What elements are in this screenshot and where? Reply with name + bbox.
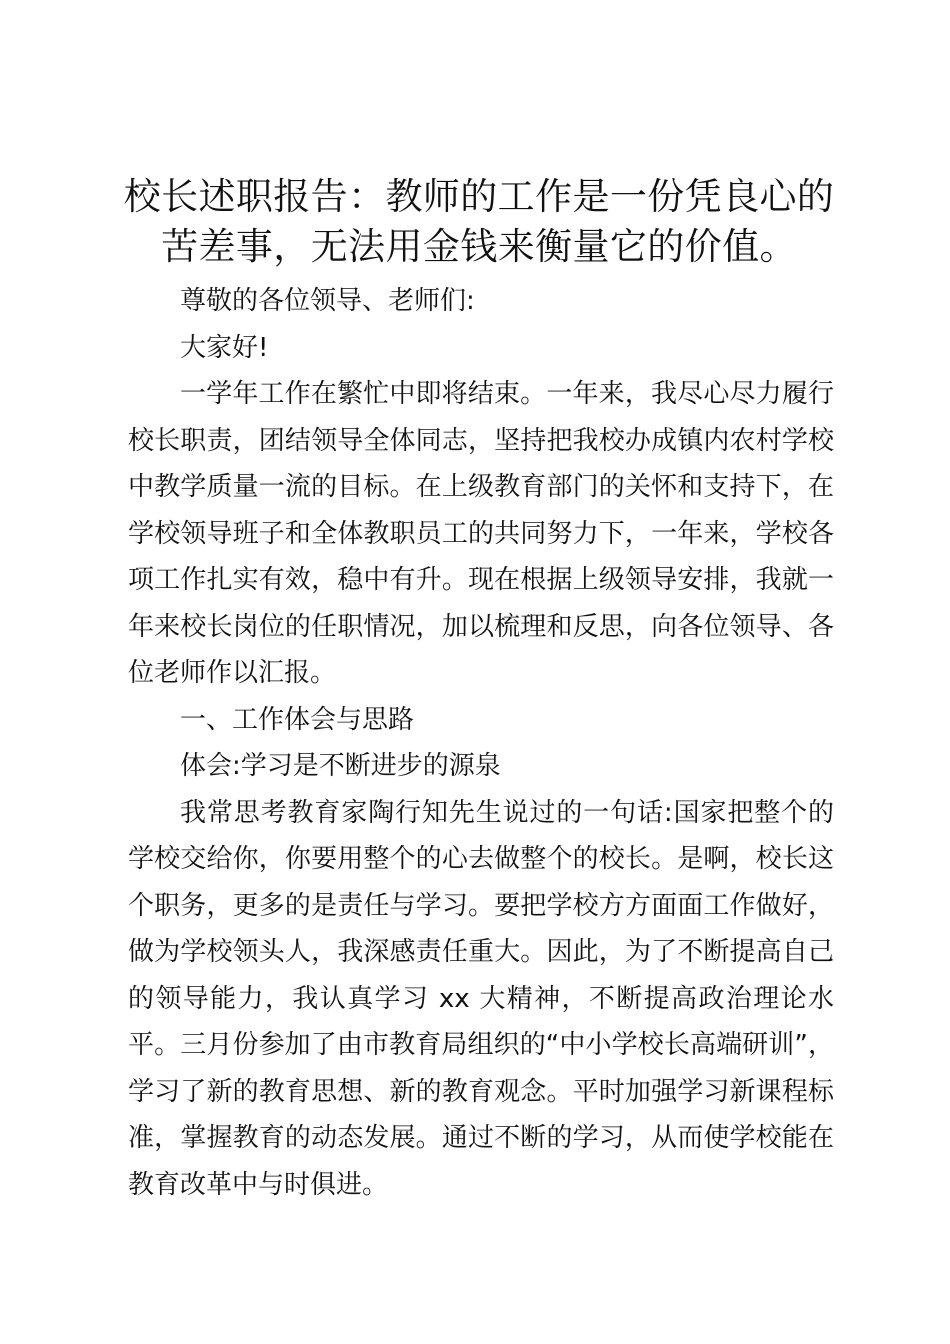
subsection-heading: 体会:学习是不断进步的源泉 bbox=[180, 751, 501, 781]
salutation: 尊敬的各位领导、老师们: bbox=[180, 286, 475, 316]
section-heading: 一、工作体会与思路 bbox=[180, 704, 415, 735]
document-title: 校长述职报告：教师的工作是一份凭良心的苦差事，无法用金钱来衡量它的价值。 bbox=[123, 175, 835, 268]
body-paragraph: 我常思考教育家陶行知先生说过的一句话:国家把整个的学校交给你，你要用整个的心去做整个的校长。是啊，校长这个职务，更多的是责任与学习。要把学校方方面面工作做好，做为学校领头人，我深感责任重大。因此，为了不断提高自己的领导能力，我认真学习 xx 大精神，不断提高政治理论水平。三月份参加了由市教育局组织的“中小学校长高端研训”，学习了新的教育思想、新的教育观念。平时加强学习新课程标准，掌握教育的动态发展。通过不断的学习，从而使学校能在教育改革中与时俱进。 bbox=[128, 797, 834, 1200]
greeting: 大家好! bbox=[180, 332, 269, 363]
intro-paragraph: 一学年工作在繁忙中即将结束。一年来，我尽心尽力履行校长职责，团结领导全体同志，坚持把我校办成镇内农村学校中教学质量一流的目标。在上级教育部门的关怀和支持下，在学校领导班子和全体教职员工的共同努力下，一年来，学校各项工作扎实有效，稳中有升。现在根据上级领导安排，我就一年来校长岗位的任职情况，加以梳理和反思，向各位领导、各位老师作以汇报。 bbox=[128, 379, 834, 688]
document-body bbox=[128, 278, 834, 1208]
